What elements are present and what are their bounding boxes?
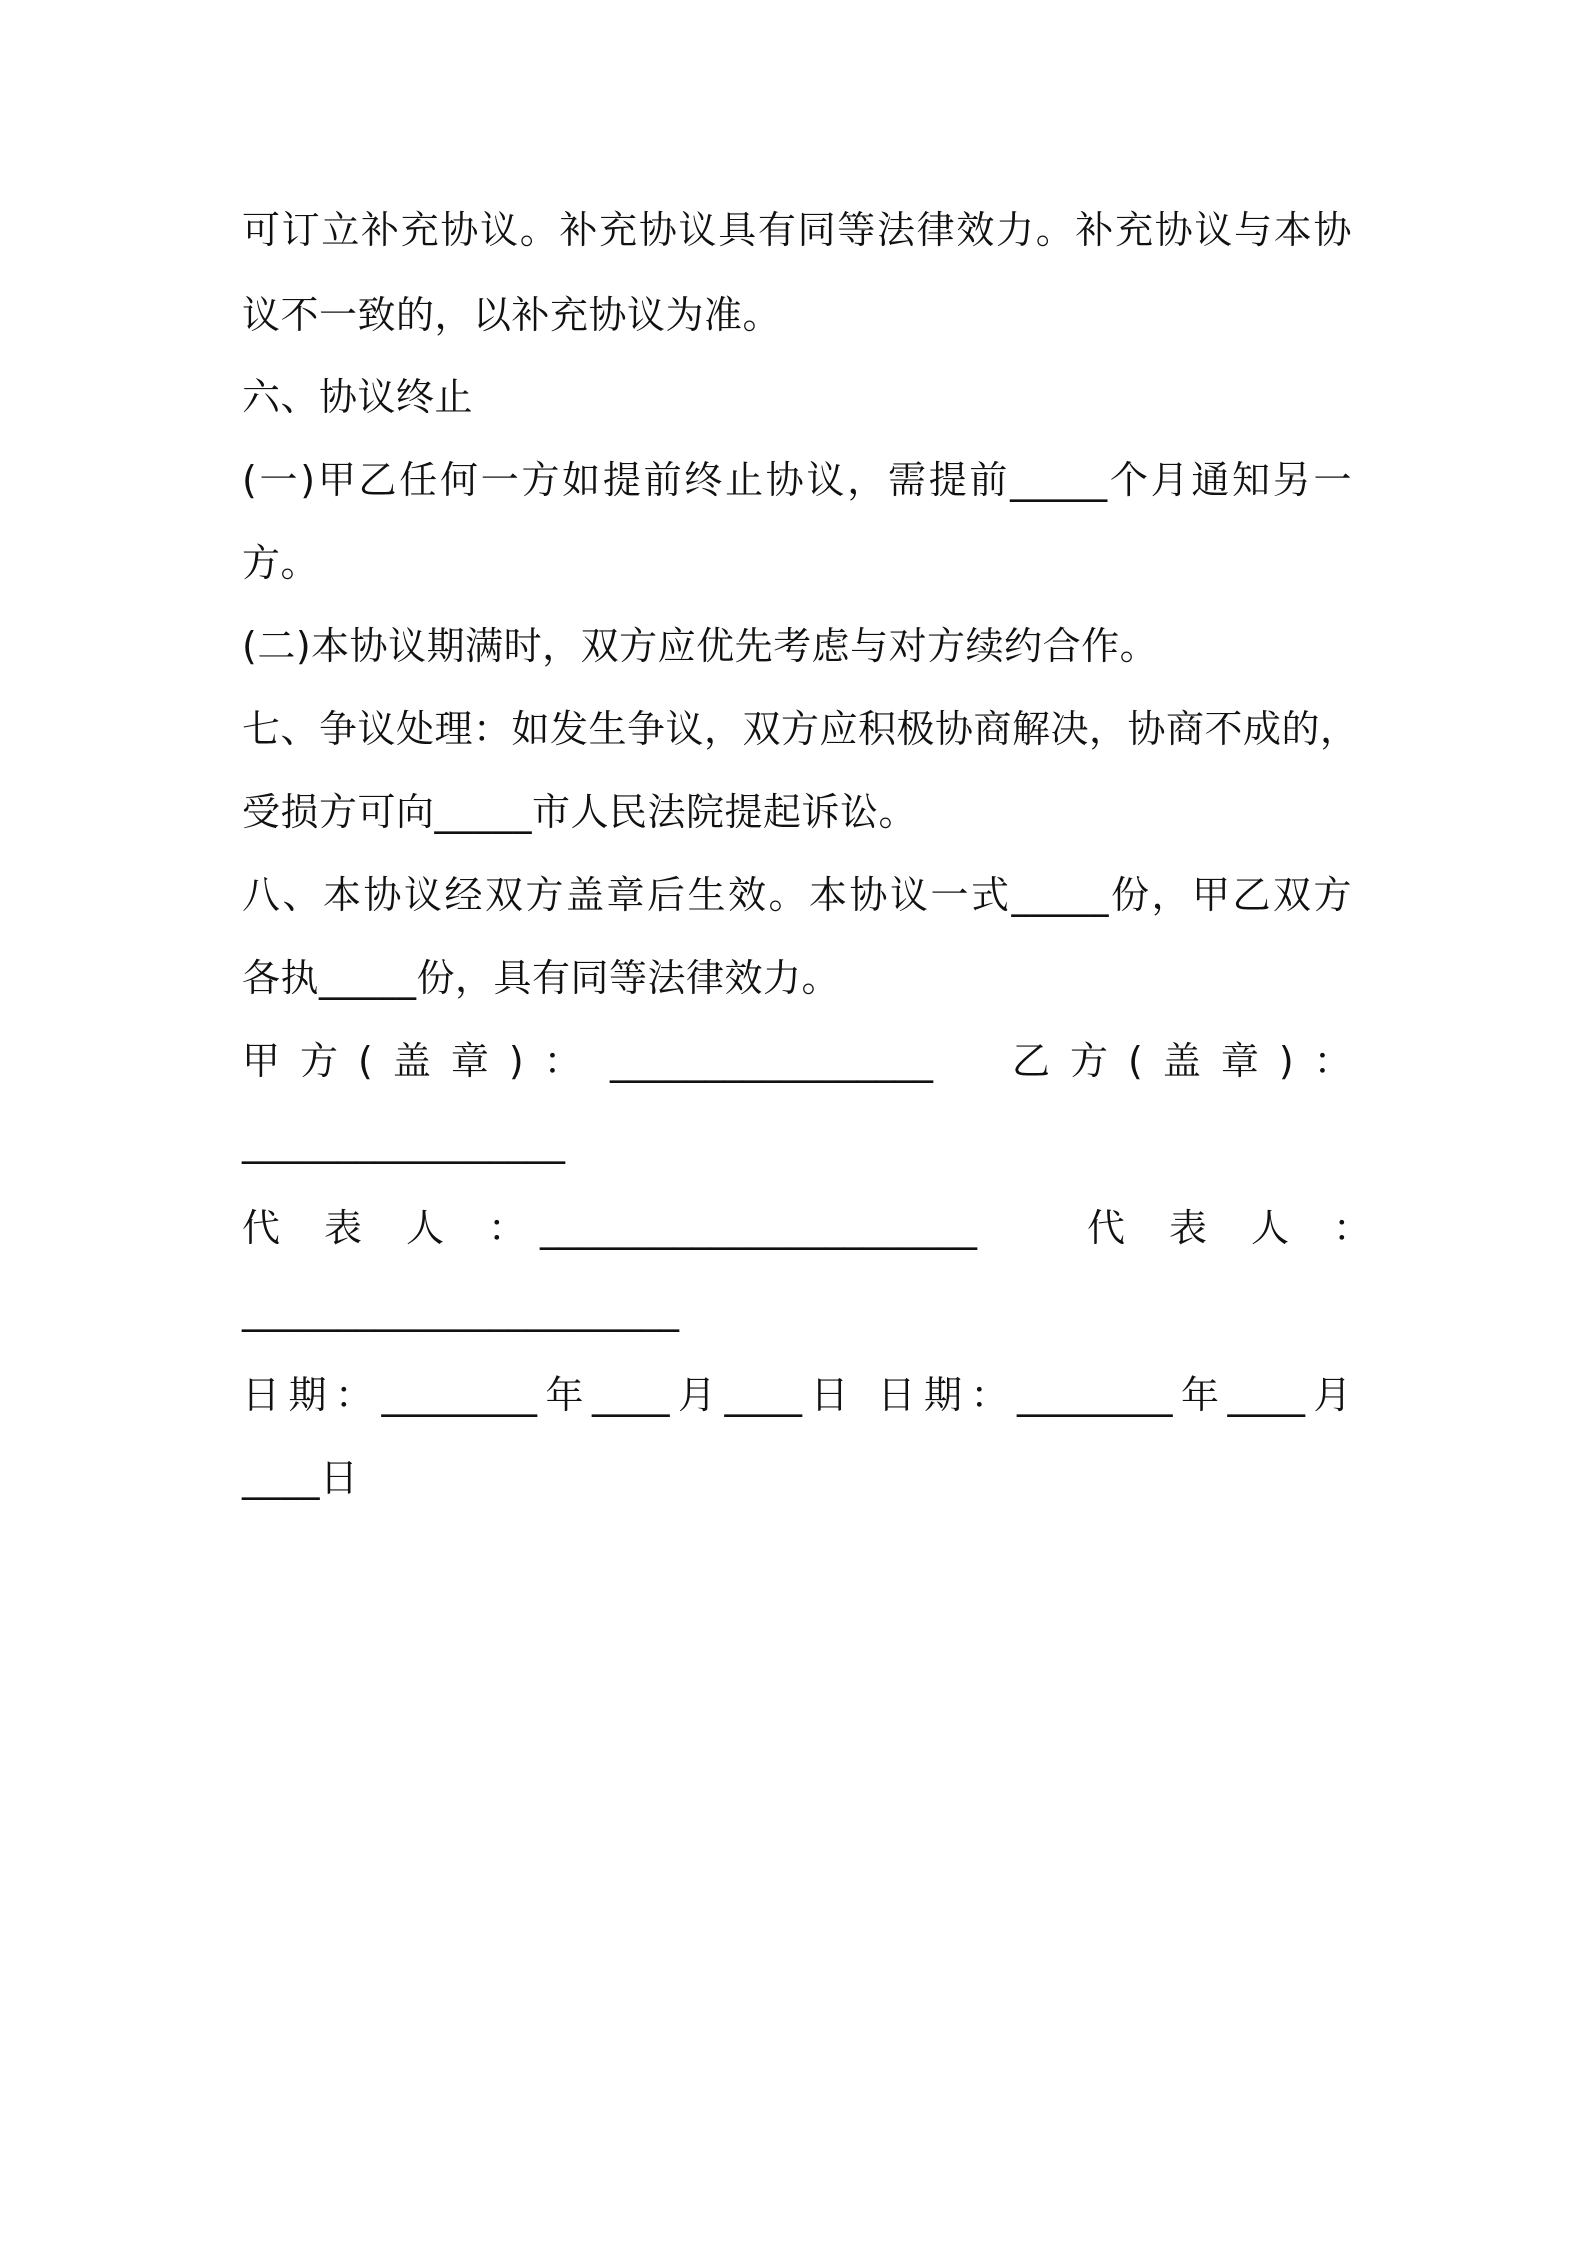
- rep-a-blank: _______________________: [540, 1206, 977, 1250]
- section-heading-eight: 八、本协议经双方盖章后生效。本协议一式_____份，甲乙双方: [242, 873, 1352, 917]
- party-b-seal-blank-row: [242, 1117, 1352, 1167]
- party-b-seal-label: 乙方(盖章)：: [1012, 1039, 1372, 1083]
- document-page: [242, 0, 1416, 2244]
- paragraph-line-10: 各执_____份，具有同等法律效力。: [242, 956, 841, 1000]
- paragraph-line-1: 可订立补充协议。补充协议具有同等法律效力。补充协议与本协: [242, 208, 1352, 252]
- party-a-seal-blank: _________________: [610, 1039, 933, 1083]
- rep-a-label: 代表人：: [242, 1206, 571, 1250]
- party-b-seal-blank: _________________: [242, 1120, 565, 1164]
- paragraph-line-4: (一)甲乙任何一方如提前终止协议，需提前_____个月通知另一: [242, 458, 1352, 502]
- rep-b-label: 代表人：: [1087, 1206, 1416, 1250]
- rep-b-blank: _______________________: [242, 1288, 679, 1332]
- date-line-2: ____日: [242, 1456, 359, 1500]
- section-heading-six: 六、协议终止: [242, 375, 474, 419]
- representative-row: [242, 1203, 1416, 1253]
- rep-b-blank-row: [242, 1285, 1352, 1335]
- paragraph-line-2: 议不一致的，以补充协议为准。: [242, 293, 782, 337]
- paragraph-line-6: (二)本协议期满时，双方应优先考虑与对方续约合作。: [242, 624, 1159, 668]
- date-line-1: 日期：________年____月____日 日期：________年____月: [242, 1373, 1352, 1417]
- paragraph-line-5: 方。: [242, 541, 320, 585]
- party-seal-row: [242, 1036, 1372, 1086]
- paragraph-line-8: 受损方可向_____市人民法院提起诉讼。: [242, 790, 918, 834]
- party-a-seal-label: 甲方(盖章)：: [242, 1039, 602, 1083]
- section-heading-seven: 七、争议处理：如发生争议，双方应积极协商解决，协商不成的，: [242, 707, 1359, 751]
